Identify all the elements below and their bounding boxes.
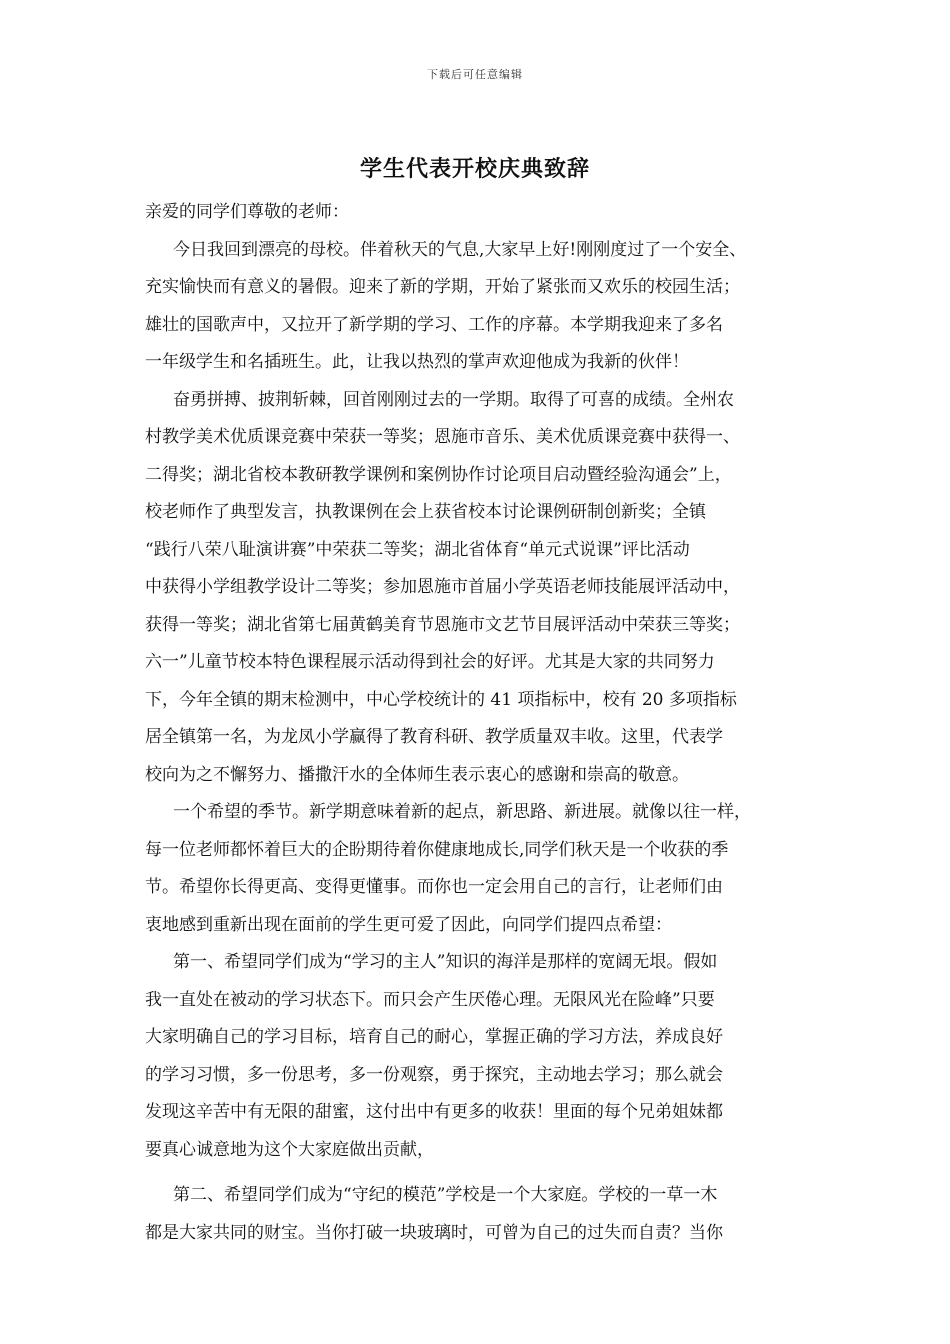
paragraph-line: “践行八荣八耻演讲赛”中荣获二等奖；湖北省体育“单元式说课”评比活动: [145, 539, 690, 560]
paragraph-line: 获得一等奖；湖北省第七届黄鹤美育节恩施市文艺节目展评活动中荣获三等奖；: [145, 614, 740, 635]
paragraph-line: 大家明确自己的学习目标，培育自己的耐心，掌握正确的学习方法，养成良好: [145, 1027, 723, 1047]
paragraph-line: 中获得小学组教学设计二等奖；参加恩施市首届小学英语老师技能展评活动中，: [145, 577, 740, 597]
paragraph-line: 每一位老师都怀着巨大的企盼期待着你健康地成长,同学们秋天是一个收获的季: [145, 839, 729, 860]
paragraph-line: 六一”儿童节校本特色课程展示活动得到社会的好评。尤其是大家的共同努力: [145, 652, 715, 672]
paragraph-line: 二得奖；湖北省校本教研教学课例和案例协作讨论项目启动暨经验沟通会”上，: [145, 464, 732, 485]
page-header: 下载后可任意编辑: [427, 68, 523, 81]
paragraph-line: 节。希望你长得更高、变得更懂事。而你也一定会用自己的言行，让老师们由: [145, 877, 723, 897]
paragraph-line: 一年级学生和名插班生。此，让我以热烈的掌声欢迎他成为我新的伙伴！: [145, 352, 689, 372]
paragraph-line: 都是大家共同的财宝。当你打破一块玻璃时，可曾为自己的过失而自责？当你: [145, 1222, 723, 1243]
paragraph-line: 村教学美术优质课竞赛中荣获一等奖；恩施市音乐、美术优质课竞赛中获得一、: [145, 427, 740, 447]
document-body: [145, 194, 817, 1252]
paragraph-line: 我一直处在被动的学习状态下。而只会产生厌倦心理。无限风光在险峰”只要: [145, 989, 715, 1010]
paragraph-line: 校老师作了典型发言，执教课例在会上获省校本讨论课例研制创新奖；全镇: [145, 502, 706, 522]
paragraph-line: 第二、希望同学们成为“守纪的模范”学校是一个大家庭。学校的一草一木: [173, 1185, 718, 1205]
paragraph-line: 校向为之不懈努力、播撒汗水的全体师生表示衷心的感谢和崇高的敬意。: [145, 764, 689, 785]
paragraph-line: 充实愉快而有意义的暑假。迎来了新的学期，开始了紧张而又欢乐的校园生活；: [145, 277, 740, 297]
paragraph-line: 奋勇拼搏、披荆斩棘，回首刚刚过去的一学期。取得了可喜的成绩。全州农: [173, 389, 734, 410]
paragraph-gap: [145, 1169, 817, 1177]
salutation: 亲爱的同学们尊敬的老师：: [145, 202, 349, 222]
paragraph-line: 的学习习惯，多一份思考，多一份观察，勇于探究，主动地去学习；那么就会: [145, 1064, 723, 1085]
paragraph-line: 雄壮的国歌声中，又拉开了新学期的学习、工作的序幕。本学期我迎来了多名: [145, 314, 723, 335]
document-title: 学生代表开校庆典致辞: [359, 156, 590, 182]
paragraph-line: 衷地感到重新出现在面前的学生更可爱了因此，向同学们提四点希望：: [145, 914, 672, 935]
paragraph-line: 下，今年全镇的期末检测中，中心学校统计的 41 项指标中，校有 20 多项指标: [145, 689, 737, 710]
paragraph-line: 今日我回到漂亮的母校。伴着秋天的气息,大家早上好!刚刚度过了一个安全、: [173, 239, 747, 260]
paragraph-line: 要真心诚意地为这个大家庭做出贡献，: [145, 1139, 434, 1160]
paragraph-line: 发现这辛苦中有无限的甜蜜，这付出中有更多的收获！里面的每个兄弟姐妹都: [145, 1102, 723, 1122]
paragraph-line: 居全镇第一名，为龙凤小学赢得了教育科研、教学质量双丰收。这里，代表学: [145, 727, 723, 747]
paragraph-line: 第一、希望同学们成为“学习的主人”知识的海洋是那样的宽阔无垠。假如: [173, 952, 718, 972]
paragraph-line: 一个希望的季节。新学期意味着新的起点，新思路、新进展。就像以往一样，: [173, 802, 751, 822]
